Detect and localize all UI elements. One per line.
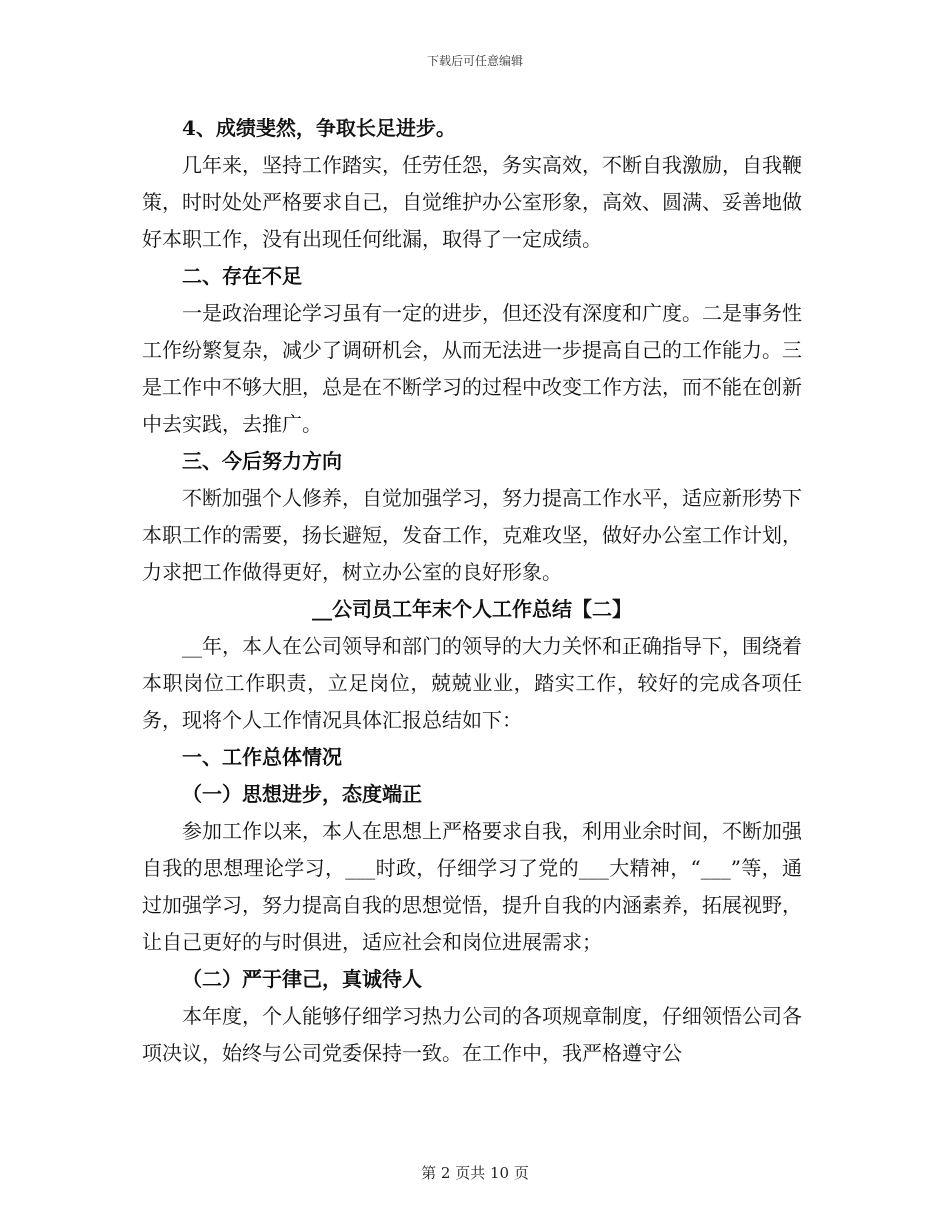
- document-title-part-two: __公司员工年末个人工作总结【二】: [312, 597, 632, 621]
- page-header: 下载后可任意编辑: [426, 54, 523, 68]
- section-heading-direction: 三、今后努力方向: [182, 449, 342, 473]
- section-heading-achievements: 4、成绩斐然，争取长足进步。: [182, 116, 456, 140]
- section-heading-overall: 一、工作总体情况: [182, 745, 342, 769]
- paragraph-intro: __年，本人在公司领导和部门的领导的大力关怀和正确指导下，围绕着本职岗位工作职责，立足岗位，兢兢业业，踏实工作，较好的完成各项任务，现将个人工作情况具体汇报总结如下：: [142, 634, 802, 732]
- paragraph-thought: 参加工作以来，本人在思想上严格要求自我，利用业余时间，不断加强自我的思想理论学习，___时政，仔细学习了党的___大精神，“___”等，通过加强学习，努力提高自我的思想觉悟，提升自我的内涵素养，拓展视野，让自己更好的与时俱进，适应社会和岗位进展需求；: [142, 819, 802, 954]
- paragraph-shortfalls: 一是政治理论学习虽有一定的进步，但还没有深度和广度。二是事务性工作纷繁复杂，减少了调研机会，从而无法进一步提高自己的工作能力。三是工作中不够大胆，总是在不断学习的过程中改变工作方法，而不能在创新中去实践，去推广。: [142, 301, 802, 436]
- page-footer: 第 2 页共 10 页: [421, 1164, 529, 1182]
- paragraph-direction: 不断加强个人修养，自觉加强学习，努力提高工作水平，适应新形势下本职工作的需要，扬长避短，发奋工作，克难攻坚，做好办公室工作计划，力求把工作做得更好，树立办公室的良好形象。: [142, 486, 802, 584]
- document-body: [142, 110, 802, 1072]
- subsection-heading-thought: （一）思想进步，态度端正: [182, 782, 422, 806]
- section-heading-shortfalls: 二、存在不足: [182, 264, 302, 288]
- paragraph-discipline: 本年度，个人能够仔细学习热力公司的各项规章制度，仔细领悟公司各项决议，始终与公司党委保持一致。在工作中，我严格遵守公: [142, 1004, 802, 1065]
- subsection-heading-discipline: （二）严于律己，真诚待人: [182, 967, 422, 991]
- paragraph-achievements: 几年来，坚持工作踏实，任劳任怨，务实高效，不断自我激励，自我鞭策，时时处处严格要求自己，自觉维护办公室形象，高效、圆满、妥善地做好本职工作，没有出现任何纰漏，取得了一定成绩。: [142, 153, 802, 251]
